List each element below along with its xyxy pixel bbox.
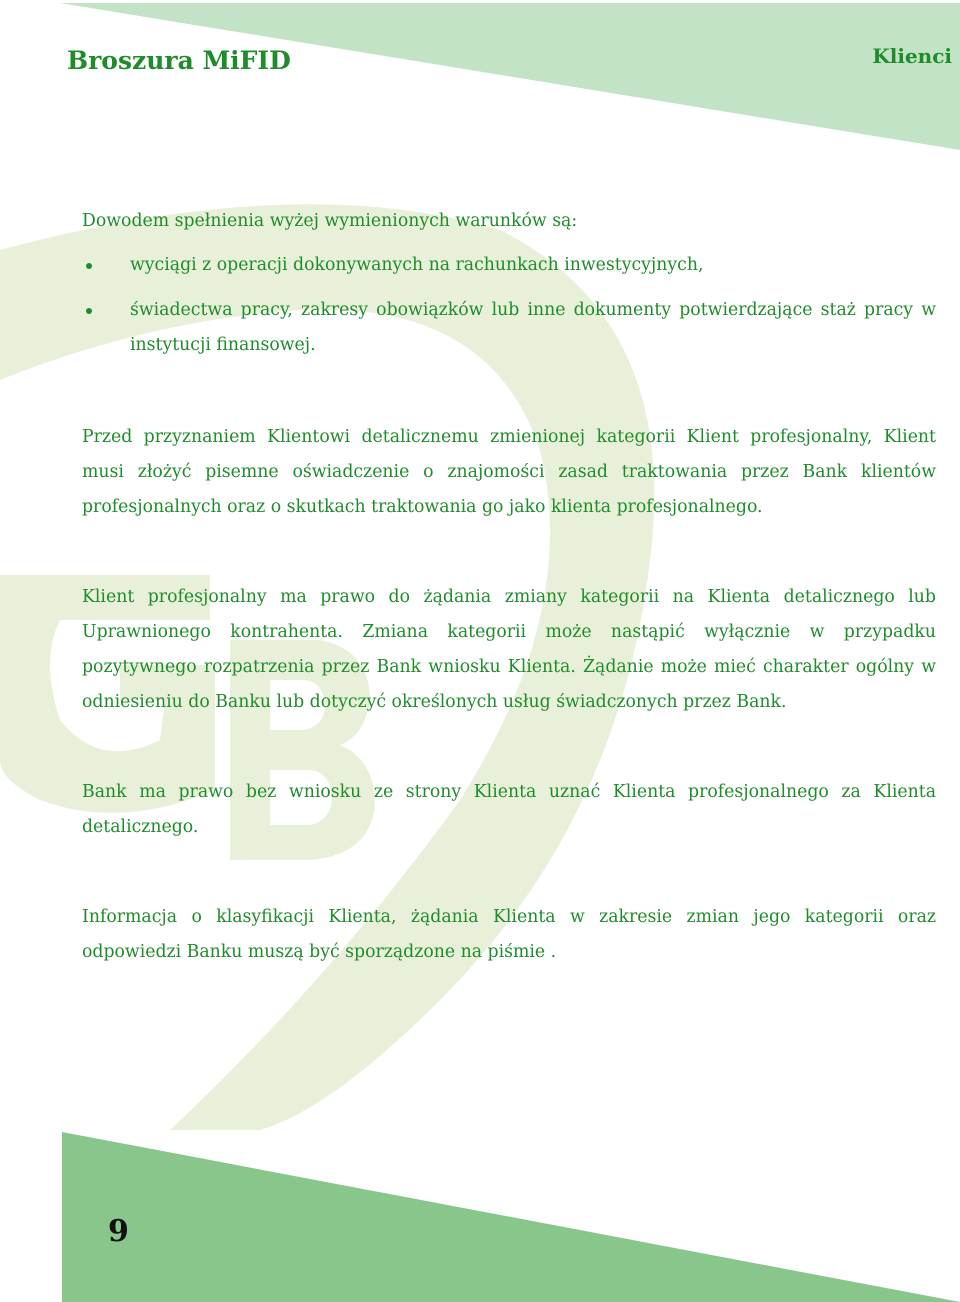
list-item: [82, 293, 936, 363]
paragraph-text: Bank ma prawo bez wniosku ze strony Klienta uznać Klienta profesjonalnego za Klienta detalicznego.: [82, 782, 936, 837]
list-item: [82, 248, 936, 283]
footer-band: [62, 1132, 960, 1302]
list-item-text: wyciągi z operacji dokonywanych na rachunkach inwestycyjnych,: [130, 255, 704, 275]
paragraph-category-change: [82, 580, 936, 720]
paragraph-text: Klient profesjonalny ma prawo do żądania zmiany kategorii na Klienta detalicznego lub Uprawnionego kontrahenta. Zmiana kategorii może nastąpić wyłącznie w przypadku pozytywnego rozpatrzenia przez Bank wniosku Klienta. Żądanie może mieć charakter ogólny w odniesieniu do Banku lub dotyczyć określonych usług świadczonych przez Bank.: [82, 587, 936, 712]
paragraph-bank-reclassification: [82, 775, 936, 845]
header-band: [60, 3, 960, 150]
bullet-icon: [86, 308, 92, 314]
paragraph-text: Przed przyznaniem Klientowi detalicznemu zmienionej kategorii Klient profesjonalny, Klient musi złożyć pisemne oświadczenie o znajomości zasad traktowania przez Bank klientów profesjonalnych oraz o skutkach traktowania go jako klienta profesjonalnego.: [82, 427, 936, 517]
page-number: 9: [108, 1214, 129, 1249]
bullet-icon: [86, 263, 92, 269]
list-item-text: świadectwa pracy, zakresy obowiązków lub inne dokumenty potwierdzające staż pracy w instytucji finansowej.: [130, 300, 936, 355]
paragraph-written-form: [82, 900, 936, 970]
paragraph-text: Informacja o klasyfikacji Klienta, żądania Klienta w zakresie zmian jego kategorii oraz odpowiedzi Banku muszą być sporządzone na piśmie .: [82, 907, 936, 962]
document-title: Broszura MiFID: [67, 46, 291, 75]
paragraph-professional-declaration: [82, 420, 936, 525]
requirements-list: [82, 248, 936, 373]
intro-text: Dowodem spełnienia wyżej wymienionych warunków są:: [82, 211, 578, 231]
section-title: Klienci: [872, 44, 952, 68]
intro-paragraph: [82, 204, 936, 239]
